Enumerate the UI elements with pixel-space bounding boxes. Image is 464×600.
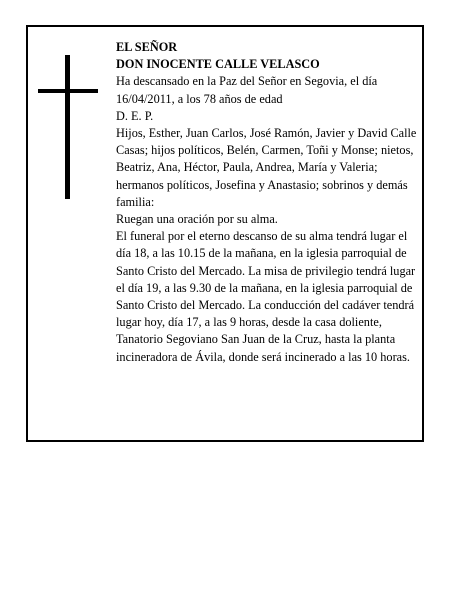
cross-vertical-bar <box>65 55 70 199</box>
notice-text <box>116 39 422 366</box>
cross-horizontal-bar <box>38 89 98 93</box>
funeral-details: El funeral por el eterno descanso de su alma tendrá lugar el día 18, a las 10.15 de la mañana, en la iglesia parroquial de Santo Cristo del Mercado. La misa de privilegio tendrá lugar el día 19, a las 9.30 de la mañana, en la iglesia parroquial de Santo Cristo del Mercado. La conducción del cadáver tendrá lugar hoy, día 17, a las 9 horas, desde la casa doliente, Tanatorio Segoviano San Juan de la Cruz, hasta la planta incineradora de Ávila, donde será incinerado a las 10 horas. <box>116 229 416 364</box>
notice-intro: Ha descansado en la Paz del Señor en Segovia, el día 16/04/2011, a los 78 años de edad <box>116 74 378 106</box>
prayer-request: Ruegan una oración por su alma. <box>116 212 278 227</box>
notice-title-line1: EL SEÑOR <box>116 40 178 54</box>
obituary-notice <box>26 25 424 442</box>
rip-abbreviation: D. E. P. <box>116 108 154 123</box>
family-list: Hijos, Esther, Juan Carlos, José Ramón, Javier y David Calle Casas; hijos políticos, Belén, Carmen, Toñi y Monse; nietos, Beatriz, Ana, Héctor, Paula, Andrea, María y Valeria; hermanos políticos, Josefina y Anastasio; sobrinos y demás familia: <box>116 126 417 209</box>
cross-icon <box>38 55 98 199</box>
deceased-name: DON INOCENTE CALLE VELASCO <box>116 57 320 72</box>
